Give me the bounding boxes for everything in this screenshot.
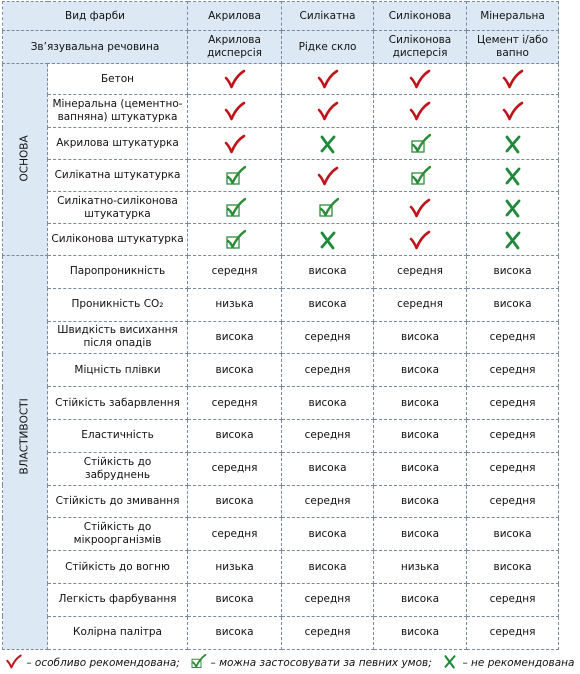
mark-cell <box>374 95 467 128</box>
row-label: Легкість фарбування <box>48 583 188 616</box>
value-cell: середня <box>282 419 374 452</box>
mark-cell <box>282 192 374 224</box>
checkbox-check-icon <box>223 198 247 218</box>
mark-cell <box>467 95 559 128</box>
mark-cell <box>282 128 374 160</box>
checkmark-icon <box>408 198 432 218</box>
mark-cell <box>188 128 282 160</box>
value-cell: висока <box>188 616 282 649</box>
value-cell: середня <box>188 452 282 485</box>
value-cell: висока <box>374 452 467 485</box>
row-label: Еластичність <box>48 419 188 452</box>
value-cell: висока <box>282 551 374 584</box>
property-row <box>3 518 559 551</box>
value-cell: середня <box>467 452 559 485</box>
property-row <box>3 419 559 452</box>
value-cell: висока <box>282 387 374 420</box>
base-row <box>3 160 559 192</box>
checkbox-check-icon <box>223 166 247 186</box>
mark-cell <box>374 128 467 160</box>
value-cell: висока <box>374 354 467 387</box>
checkmark-icon <box>223 134 247 154</box>
value-cell: висока <box>282 256 374 289</box>
binder-header: Зв’язувальна речовина <box>3 31 188 64</box>
mark-cell <box>282 64 374 95</box>
row-label: Стійкість до забруднень <box>48 452 188 485</box>
checkmark-icon <box>501 69 525 89</box>
value-cell: низька <box>188 288 282 321</box>
value-cell: середня <box>282 583 374 616</box>
value-cell: середня <box>282 354 374 387</box>
group-base-label: ОСНОВА <box>18 135 31 182</box>
cross-icon <box>501 230 525 250</box>
mark-cell <box>188 192 282 224</box>
checkbox-check-icon <box>316 198 340 218</box>
value-cell: середня <box>282 616 374 649</box>
cross-icon <box>501 166 525 186</box>
checkbox-check-icon <box>408 166 432 186</box>
legend <box>5 654 580 671</box>
base-row <box>3 95 559 128</box>
mark-cell <box>467 192 559 224</box>
header-row-paint-type <box>3 2 559 31</box>
header-row-binder <box>3 31 559 64</box>
mark-cell <box>467 64 559 95</box>
value-cell: висока <box>188 354 282 387</box>
mark-cell <box>188 64 282 95</box>
value-cell: середня <box>467 616 559 649</box>
row-label: Паропроникність <box>48 256 188 289</box>
value-cell: середня <box>467 583 559 616</box>
checkbox-check-icon <box>189 654 207 669</box>
cross-icon <box>501 134 525 154</box>
column-header: Силікатна <box>282 2 374 31</box>
mark-cell <box>374 192 467 224</box>
mark-cell <box>188 224 282 256</box>
value-cell: висока <box>188 485 282 518</box>
checkbox-check-icon <box>223 230 247 250</box>
property-row <box>3 387 559 420</box>
row-label: Силіконова штукатурка <box>48 224 188 256</box>
value-cell: низька <box>188 551 282 584</box>
mark-cell <box>374 64 467 95</box>
property-row <box>3 354 559 387</box>
binder-cell: Силіконова дисперсія <box>374 31 467 64</box>
binder-cell: Акрилова дисперсія <box>188 31 282 64</box>
row-label: Бетон <box>48 64 188 95</box>
property-row <box>3 288 559 321</box>
row-label: Стійкість до вогню <box>48 551 188 584</box>
value-cell: висока <box>374 321 467 354</box>
mark-cell <box>188 95 282 128</box>
row-label: Стійкість до змивання <box>48 485 188 518</box>
value-cell: висока <box>467 288 559 321</box>
column-header: Акрилова <box>188 2 282 31</box>
binder-cell: Цемент і/або вапно <box>467 31 559 64</box>
property-row <box>3 551 559 584</box>
mark-cell <box>467 160 559 192</box>
checkbox-check-icon <box>408 134 432 154</box>
checkmark-icon <box>316 166 340 186</box>
value-cell: середня <box>374 288 467 321</box>
value-cell: середня <box>467 387 559 420</box>
checkmark-icon <box>408 230 432 250</box>
value-cell: висока <box>188 321 282 354</box>
row-label: Мінеральна (цементно-вапняна) штукатурка <box>48 95 188 128</box>
property-row <box>3 321 559 354</box>
value-cell: висока <box>374 518 467 551</box>
base-row <box>3 128 559 160</box>
value-cell: середня <box>467 354 559 387</box>
cross-icon <box>316 230 340 250</box>
value-cell: висока <box>282 288 374 321</box>
value-cell: висока <box>374 419 467 452</box>
binder-cell: Рідке скло <box>282 31 374 64</box>
mark-cell <box>374 160 467 192</box>
value-cell: низька <box>374 551 467 584</box>
row-label: Стійкість до мікроорганізмів <box>48 518 188 551</box>
mark-cell <box>467 224 559 256</box>
base-row <box>3 64 559 95</box>
checkmark-icon <box>223 101 247 121</box>
value-cell: середня <box>467 321 559 354</box>
value-cell: висока <box>282 452 374 485</box>
value-cell: середня <box>467 485 559 518</box>
row-label: Швидкість висихання після опадів <box>48 321 188 354</box>
mark-cell <box>282 224 374 256</box>
value-cell: середня <box>188 256 282 289</box>
value-cell: висока <box>467 518 559 551</box>
value-cell: висока <box>467 551 559 584</box>
legend-recommended <box>5 657 180 669</box>
legend-not-recommended <box>441 657 574 669</box>
legend-conditional <box>189 657 432 669</box>
value-cell: середня <box>188 387 282 420</box>
base-row <box>3 224 559 256</box>
cross-icon <box>316 134 340 154</box>
checkmark-icon <box>316 101 340 121</box>
checkmark-icon <box>223 69 247 89</box>
legend-conditional-text: – можна застосовувати за певних умов; <box>210 657 432 669</box>
value-cell: середня <box>282 485 374 518</box>
value-cell: висока <box>467 256 559 289</box>
row-label: Колірна палітра <box>48 616 188 649</box>
checkmark-icon <box>408 101 432 121</box>
mark-cell <box>467 128 559 160</box>
row-label: Міцність плівки <box>48 354 188 387</box>
group-properties <box>3 256 48 650</box>
base-row <box>3 192 559 224</box>
row-label: Силікатна штукатурка <box>48 160 188 192</box>
column-header: Силіконова <box>374 2 467 31</box>
group-properties-label: ВЛАСТИВОСТІ <box>18 398 31 475</box>
checkmark-icon <box>501 101 525 121</box>
property-row <box>3 583 559 616</box>
row-label: Силікатно-силіконова штукатурка <box>48 192 188 224</box>
row-label: Стійкість забарвлення <box>48 387 188 420</box>
value-cell: висока <box>374 387 467 420</box>
property-row <box>3 485 559 518</box>
paint-type-header: Вид фарби <box>3 2 188 31</box>
value-cell: висока <box>374 485 467 518</box>
checkmark-icon <box>408 69 432 89</box>
value-cell: висока <box>374 616 467 649</box>
value-cell: середня <box>374 256 467 289</box>
mark-cell <box>374 224 467 256</box>
value-cell: висока <box>188 583 282 616</box>
row-label: Проникність CO₂ <box>48 288 188 321</box>
legend-not-recommended-text: – не рекомендована <box>462 657 575 669</box>
mark-cell <box>282 160 374 192</box>
value-cell: висока <box>188 419 282 452</box>
mark-cell <box>188 160 282 192</box>
checkmark-icon <box>5 654 23 669</box>
value-cell: середня <box>282 321 374 354</box>
property-row <box>3 452 559 485</box>
cross-icon <box>501 198 525 218</box>
value-cell: висока <box>282 518 374 551</box>
property-row <box>3 256 559 289</box>
column-header: Мінеральна <box>467 2 559 31</box>
value-cell: висока <box>374 583 467 616</box>
row-label: Акрилова штукатурка <box>48 128 188 160</box>
checkmark-icon <box>316 69 340 89</box>
mark-cell <box>282 95 374 128</box>
paint-comparison-table <box>2 1 559 650</box>
value-cell: середня <box>188 518 282 551</box>
group-base <box>3 64 48 256</box>
legend-recommended-text: – особливо рекомендована; <box>26 657 180 669</box>
value-cell: середня <box>467 419 559 452</box>
property-row <box>3 616 559 649</box>
cross-icon <box>441 654 459 669</box>
